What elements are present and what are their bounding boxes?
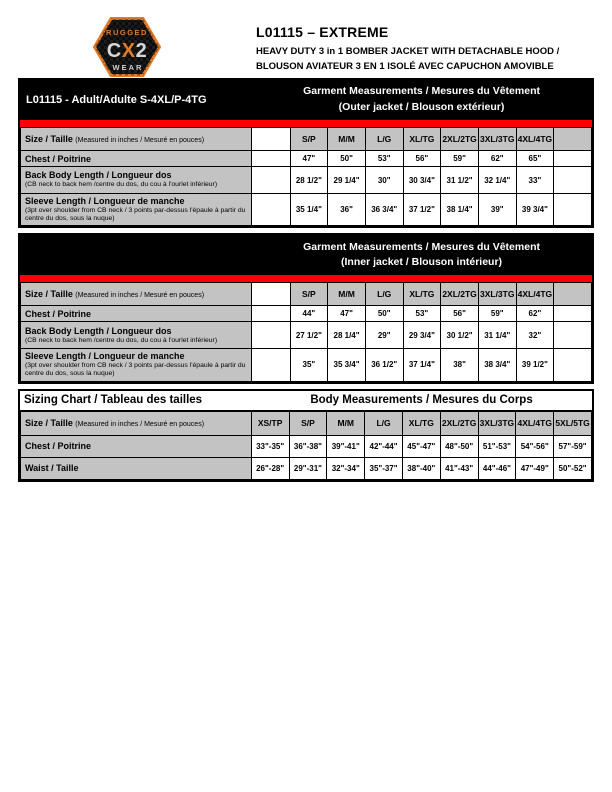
measurement-range: 48"-50" (440, 435, 478, 457)
measurement-value: 39 1/2" (516, 349, 554, 381)
spacer-cell (554, 194, 592, 226)
spacer-cell (554, 128, 592, 151)
row-label-cell (21, 306, 252, 322)
outer-sleeve-length-row (21, 194, 592, 226)
spacer-cell (554, 283, 592, 306)
product-subtitle-fr: BLOUSON AVIATEUR 3 EN 1 ISOLÉ AVEC CAPUCHON AMOVIBLE (256, 60, 554, 72)
body-measurements-grid (20, 411, 592, 480)
size-col-header: L/G (365, 283, 403, 306)
spacer-cell (554, 322, 592, 349)
size-col-header: XS/TP (251, 411, 289, 435)
outer-measurements-grid (20, 127, 592, 226)
size-label: Size / Taille (25, 134, 73, 144)
row-label: Waist / Taille (25, 463, 79, 474)
size-col-header: 4XL/4TG (516, 411, 554, 435)
measurement-value: 39" (478, 194, 516, 226)
row-label-cell (21, 349, 252, 381)
measurement-range: 50"-52" (554, 457, 592, 479)
page-header (0, 0, 612, 78)
brand-logo (92, 16, 162, 83)
spacer-cell (251, 128, 290, 151)
inner-jacket-table (18, 233, 594, 383)
size-col-header: 2XL/2TG (440, 411, 478, 435)
row-label: Back Body Length / Longueur dos (25, 325, 172, 336)
size-col-header: 3XL/3TG (478, 411, 516, 435)
size-col-header: S/P (290, 283, 328, 306)
outer-band-title-line1: Garment Measurements / Mesures du Vêtement (303, 85, 540, 98)
measurement-value: 36" (328, 194, 366, 226)
measurement-value: 47" (290, 151, 328, 167)
body-chest-row (21, 435, 592, 457)
body-measurements-title: Body Measurements / Mesures du Corps (310, 394, 533, 407)
measurement-value: 53" (365, 151, 403, 167)
size-col-header: 4XL/4TG (516, 128, 554, 151)
size-col-header: L/G (365, 411, 403, 435)
measurement-range: 47"-49" (516, 457, 554, 479)
size-label: Size / Taille (25, 289, 73, 300)
size-col-header: XL/TG (403, 128, 441, 151)
logo-word-cx2: CX2 (106, 40, 148, 62)
measurement-value: 38 3/4" (478, 349, 516, 381)
inner-band-title-line2: (Inner jacket / Blouson intérieur) (341, 256, 503, 269)
measurement-range: 35"-37" (365, 457, 403, 479)
measurement-range: 42"-44" (365, 435, 403, 457)
measurement-value: 56" (403, 151, 441, 167)
size-col-header: L/G (365, 128, 403, 151)
row-note: (CB neck to back hem /centre du dos, du cou à l'ourlet inférieur) (25, 336, 218, 344)
size-col-header: 3XL/3TG (478, 128, 516, 151)
size-note: (Measured in inches / Mesuré en pouces) (75, 421, 205, 429)
inner-band-title-line1: Garment Measurements / Mesures du Vêtement (303, 240, 540, 253)
red-stripe (20, 120, 592, 127)
measurement-value: 62" (478, 151, 516, 167)
size-col-header: M/M (328, 128, 366, 151)
product-title: L01115 – EXTREME (256, 24, 389, 40)
measurement-value: 47" (328, 306, 366, 322)
measurement-value: 35 1/4" (290, 194, 328, 226)
row-label-cell (21, 435, 252, 457)
inner-measurements-grid (20, 282, 592, 381)
measurement-value: 33" (516, 167, 554, 194)
size-col-header: 2XL/2TG (441, 283, 479, 306)
measurement-value: 31 1/2" (441, 167, 479, 194)
inner-back-length-row (21, 322, 592, 349)
row-label: Chest / Poitrine (25, 153, 92, 164)
row-label: Back Body Length / Longueur dos (25, 170, 172, 181)
row-label-cell (21, 457, 252, 479)
measurement-value: 28 1/2" (290, 167, 328, 194)
inner-table-band (20, 235, 592, 275)
measurement-value: 38 1/4" (441, 194, 479, 226)
inner-sleeve-length-row (21, 349, 592, 381)
measurement-range: 32"-34" (327, 457, 365, 479)
outer-chest-row (21, 151, 592, 167)
row-note: (3pt over shoulder from CB neck / 3 points par-dessus l'épaule à partir du centre du dos, sous la nuque) (25, 207, 246, 223)
measurement-value: 59" (478, 306, 516, 322)
measurement-range: 57"-59" (554, 435, 592, 457)
measurement-value: 59" (441, 151, 479, 167)
measurement-value: 29 1/4" (328, 167, 366, 194)
measurement-value: 29" (365, 322, 403, 349)
measurement-value: 30" (365, 167, 403, 194)
outer-back-length-row (21, 167, 592, 194)
row-label-cell (21, 322, 252, 349)
measurement-range: 41"-43" (440, 457, 478, 479)
row-label: Chest / Poitrine (25, 308, 92, 319)
body-size-label-cell (21, 411, 252, 435)
size-col-header: 4XL/4TG (516, 283, 554, 306)
measurement-value: 50" (365, 306, 403, 322)
measurement-value: 30 1/2" (441, 322, 479, 349)
outer-band-title (251, 84, 592, 116)
title-block (256, 24, 596, 74)
measurement-value: 56" (441, 306, 479, 322)
outer-jacket-table (18, 78, 594, 228)
inner-size-header-row (21, 283, 592, 306)
cx2-hexagon-logo-icon (92, 16, 162, 78)
row-label: Chest / Poitrine (25, 441, 92, 452)
measurement-range: 51"-53" (478, 435, 516, 457)
size-note: (Measured in inches / Mesuré en pouces) (75, 292, 205, 300)
spacer-cell (251, 322, 290, 349)
measurement-value: 30 3/4" (403, 167, 441, 194)
measurement-value: 35" (290, 349, 328, 381)
measurement-value: 32 1/4" (478, 167, 516, 194)
measurement-value: 31 1/4" (478, 322, 516, 349)
measurement-value: 28 1/4" (328, 322, 366, 349)
size-label: Size / Taille (25, 418, 73, 429)
outer-size-header-row (21, 128, 592, 151)
outer-band-title-line2: (Outer jacket / Blouson extérieur) (338, 101, 505, 113)
spacer-cell (251, 283, 290, 306)
measurement-range: 26"-28" (251, 457, 289, 479)
measurement-value: 35 3/4" (328, 349, 366, 381)
row-label-cell (21, 151, 252, 167)
measurement-range: 29"-31" (289, 457, 327, 479)
size-col-header: M/M (328, 283, 366, 306)
body-measurements-table (18, 389, 594, 482)
measurement-value: 50" (328, 151, 366, 167)
spacer-cell (554, 349, 592, 381)
measurement-value: 65" (516, 151, 554, 167)
measurement-range: 54"-56" (516, 435, 554, 457)
measurement-range: 38"-40" (402, 457, 440, 479)
inner-chest-row (21, 306, 592, 322)
measurement-value: 32" (516, 322, 554, 349)
outer-band-product-code: L01115 - Adult/Adulte S-4XL/P-4TG (26, 94, 207, 106)
measurement-value: 37 1/4" (403, 349, 441, 381)
row-note: (3pt over shoulder from CB neck / 3 points par-dessus l'épaule à partir du centre du dos, sous la nuque) (25, 362, 246, 378)
body-waist-row (21, 457, 592, 479)
measurement-range: 33"-35" (251, 435, 289, 457)
measurement-value: 29 3/4" (403, 322, 441, 349)
measurement-value: 62" (516, 306, 554, 322)
size-note: (Measured in inches / Mesuré en pouces) (75, 137, 205, 144)
measurement-value: 39 3/4" (516, 194, 554, 226)
measurement-value: 38" (441, 349, 479, 381)
size-col-header: S/P (290, 128, 328, 151)
spacer-cell (554, 151, 592, 167)
measurement-range: 44"-46" (478, 457, 516, 479)
spacer-cell (554, 167, 592, 194)
size-col-header: 5XL/5TG (554, 411, 592, 435)
measurement-value: 27 1/2" (290, 322, 328, 349)
row-label: Sleeve Length / Longueur de manche (25, 351, 185, 362)
size-col-header: 2XL/2TG (441, 128, 479, 151)
row-label-cell (21, 167, 252, 194)
logo-word-rugged: RUGGED (106, 28, 148, 37)
measurement-range: 39"-41" (327, 435, 365, 457)
row-note: (CB neck to back hem /centre du dos, du cou à l'ourlet inférieur) (25, 181, 218, 189)
outer-table-band (20, 80, 592, 120)
size-col-header: XL/TG (402, 411, 440, 435)
measurement-value: 36 3/4" (365, 194, 403, 226)
measurement-value: 37 1/2" (403, 194, 441, 226)
spacer-cell (251, 194, 290, 226)
size-col-header: S/P (289, 411, 327, 435)
measurement-value: 44" (290, 306, 328, 322)
size-col-header: XL/TG (403, 283, 441, 306)
measurement-range: 45"-47" (402, 435, 440, 457)
sizing-chart-title: Sizing Chart / Tableau des tailles (24, 394, 203, 407)
inner-size-label-cell (21, 283, 252, 306)
measurement-value: 36 1/2" (365, 349, 403, 381)
size-col-header: M/M (327, 411, 365, 435)
spacer-cell (251, 349, 290, 381)
body-table-title-row (20, 391, 592, 411)
spacer-cell (251, 151, 290, 167)
measurement-value: 53" (403, 306, 441, 322)
spacer-cell (251, 306, 290, 322)
body-size-header-row (21, 411, 592, 435)
measurement-range: 36"-38" (289, 435, 327, 457)
inner-band-title (251, 240, 592, 272)
spacer-cell (554, 306, 592, 322)
size-col-header: 3XL/3TG (478, 283, 516, 306)
outer-size-label-cell (21, 128, 252, 151)
logo-word-wear: WEAR (112, 63, 144, 72)
spacer-cell (251, 167, 290, 194)
red-stripe (20, 275, 592, 282)
row-label-cell (21, 194, 252, 226)
row-label: Sleeve Length / Longueur de manche (25, 196, 185, 206)
product-subtitle-en: HEAVY DUTY 3 in 1 BOMBER JACKET WITH DETACHABLE HOOD / (256, 46, 560, 57)
